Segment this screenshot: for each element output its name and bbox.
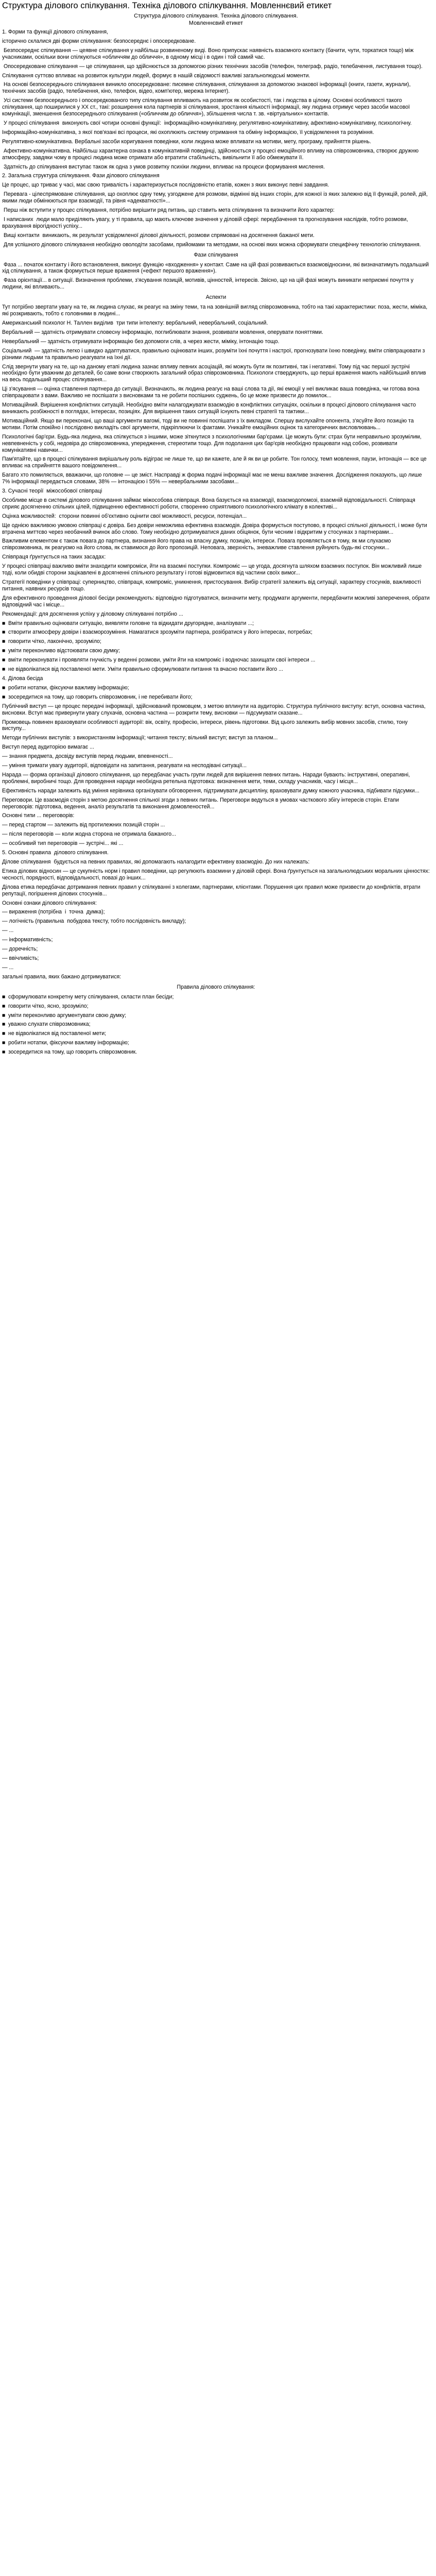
paragraph: 3. Сучасні теорії міжособової співпраці <box>2 488 102 495</box>
paragraph: Мотиваційний. Якщо ви переконані, що ваші аргументи вагомі, тоді ви не повинні поспішати з їх викладом. Спершу вислухайте опонента, з'ясуйте його позицію та мотиви. Потім спокійно і послідовно викладіть свої аргументи, підкріплюючи їх фактами. Уникайте емоційних оцінок та категоричних висловлювань... <box>2 417 415 431</box>
bullet-marker: ■ <box>2 1003 6 1009</box>
paragraph: Невербальний — здатність отримувати інформацію без допомоги слів, а через жести, міміку, інтонацію тощо. <box>2 338 280 345</box>
paragraph: Для успішного ділового спілкування необхідно оволодіти засобами, прийомами та методами, на основі яких можна сформувати специфічну технологію спілкування. <box>2 241 421 248</box>
paragraph: — ... <box>2 927 14 934</box>
bullet-item <box>2 685 430 691</box>
bullet-marker: ■ <box>2 620 6 626</box>
bullet-text: зосередитися на тому, що говорить співрозмовник. <box>8 1049 137 1056</box>
bullet-marker: ■ <box>2 1049 6 1056</box>
paragraph: Усі системи безпосереднього і опосередкованого типу спілкування впливають на розвиток як особистості, так і людства в цілому. Основні особливості такого спілкування, що поширилися у ХХ ст., такі: розширення кола партнерів зі спілкування, зростання кількості інформації, яку людина отримує через засоби масової комунікації, зменшення безпосереднього спілкування («обличчям до обличчя»), збільшення числа т. зв. «віртуальних» контактів. <box>2 97 412 117</box>
paragraph: Стратегії поведінки у співпраці: суперництво, співпраця, компроміс, уникнення, пристосування. Вибір стратегії залежить від ситуації, характеру стосунків, важливості питання, наявних ресурсів тощо. <box>2 579 423 592</box>
bullet-marker: ■ <box>2 993 6 1000</box>
paragraph: Тут потрібно звертати увагу на те, як людина слухає, як реагує на зміну теми, та на зовнішній вигляд співрозмовника, тобто на такі характеристики: поза, жести, міміка, які розкривають, тобто є головними в людині... <box>2 304 429 317</box>
document-body <box>2 29 430 1056</box>
paragraph: Виступ перед аудиторією вимагає ... <box>2 744 94 751</box>
paragraph: Регулятивно-комунікативна. Вербальні засоби коригування поведінки, коли людина може впливати на мотиви, мету, програму, прийняття рішень. <box>2 138 371 145</box>
bullet-marker: ■ <box>2 1012 6 1019</box>
bullet-item <box>2 657 430 664</box>
paragraph: Ефективність наради залежить від уміння керівника організувати обговорення, підтримувати дисципліну, враховувати думку кожного учасника, підбивати підсумки... <box>2 787 420 794</box>
paragraph: На основі безпосереднього спілкування виникло опосередковане: писемне спілкування, спілкування за допомогою знакової інформації (книги, газети, журнали), технічних засобів (радіо, телебачення, кіно, телефон, відео, комп'ютер, мережа Інтернет). <box>2 81 412 95</box>
bullet-text: говорити чітко, ясно, зрозуміло; <box>8 1003 89 1009</box>
bullet-marker: ■ <box>2 629 6 636</box>
bullet-item <box>2 994 430 1001</box>
section-heading: Правила ділового спілкування: <box>177 984 255 990</box>
bullet-text: сформулювати конкретну мету спілкування, скласти план бесіди; <box>8 993 174 1000</box>
bullet-text: не відволікатися від поставленої мети. Уміти правильно сформулювати питання та вчасно поставити його ... <box>8 666 284 673</box>
document-subtitle: Структура ділового спілкування. Техніка ділового спілкування. Мовленнєвий етикет <box>134 13 298 26</box>
bullet-item <box>2 1021 430 1028</box>
paragraph: Ділова етика передбачає дотримання певних правил у спілкуванні з колегами, партнерами, клієнтами. Порушення цих правил може призвести до конфліктів, втрати репутації, погіршення ділових стосунків... <box>2 884 422 897</box>
bullet-marker: ■ <box>2 693 6 700</box>
paragraph: Промовець повинен враховувати особливості аудиторії: вік, освіту, професію, інтереси, рівень підготовки. Від цього залежить вибір мовних засобів, стилю, тону виступу... <box>2 719 409 732</box>
bullet-text: уміти переконливо відстоювати свою думку; <box>8 648 120 654</box>
bullet-item <box>2 1003 430 1010</box>
bullet-text: Вміти правильно оцінювати ситуацію, виявляти головне та відкидати другорядне, аналізувати ...; <box>8 620 254 626</box>
paragraph: Безпосереднє спілкування — цеявне спілкування у найбільш розвиненому виді. Воно припускає наявність взаємного контакту (бачити, чути, торкатися тощо) між учасниками, оскільки вони спілкуються «обличчям до обличчя», в одному місці і в один і той самий час. <box>2 47 415 60</box>
paragraph: Афективно-комунікативна. Найбільш характерна ознака в комунікативній поведінці, здійснюється у процесі емоційного впливу на співрозмовника, створює дружню атмосферу, завдяки чому в процесі людина може отримати або втратити стабільність, вивільнити її або обмежувати її. <box>2 147 420 161</box>
paragraph: Основні типи ... переговорів: <box>2 812 75 819</box>
bullet-text: уміти переконливо аргументувати свою думку; <box>8 1012 127 1019</box>
paragraph: Перевага - цілеспрямоване спілкування, що охоплює одну тему, узгоджене для розмови, відмінні від інших сторін, для кожної із яких залежно від її функцій, ролей, дій, якими люди обмінюються при взаємодії, та рівня «адекватності»... <box>2 191 429 205</box>
paragraph: Перш ніж вступити у процес спілкування, потрібно вирішити ряд питань, що ставить мета спілкування та визначити його характер: <box>2 207 335 214</box>
document-title: Структура ділового спілкування. Техніка ділового спілкування. Мовленнєвий етикет <box>2 1 332 10</box>
paragraph: — інформативність; <box>2 937 53 943</box>
paragraph: Ще однією важливою умовою співпраці є довіра. Без довіри неможлива ефективна взаємодія. Довіра формується поступово, в процесі спільної діяльності, і може бути втрачена миттєво через необачний вчинок або слово. Тому необхідно дотримуватися даних обіцянок, бути чесним і відкритим у стосунках з партнерами... <box>2 522 429 535</box>
paragraph: Здатність до спілкування виступає також як одна з умов розвитку психіки людини, впливає на процеси формування мислення. <box>2 163 325 170</box>
bullet-text: не відволікатися від поставленої мети; <box>8 1030 107 1037</box>
paragraph: Слід звернути увагу на те, що на даному етапі людина зазнає впливу певних асоціацій, які можуть бути як позитивні, так і негативні. Тому під час першої зустрічі необхідно бути уважним до деталей, бо саме вони створюють загальний образ співрозмовника. Психологи стверджують, що перші враження мають найбільший вплив на весь подальший процес спілкування... <box>2 363 428 383</box>
paragraph: 1. Форми та функції ділового спілкування, <box>2 29 109 35</box>
paragraph: Пам'ятайте, що в процесі спілкування вирішальну роль відіграє не лише те, що ви кажете, але й як ви це робите. Тон голосу, темп мовлення, паузи, інтонація — все це впливає на сприйняття вашого повідомлення... <box>2 456 428 469</box>
paragraph: — після переговорів — коли жодна сторона не отримала бажаного... <box>2 831 176 838</box>
bullet-text: створити атмосферу довіри і взаєморозуміння. Намагатися зрозуміти партнера, розібратися у його інтересах, потребах; <box>8 629 312 636</box>
paragraph: І написаних люди мало приділяють увагу, у ті правила, що мають ключове значення у діловій сфері: передбачення та прогнозування наслідків, тобто розмови, врахування вірогідності успіху... <box>2 216 410 229</box>
bullet-item <box>2 694 430 701</box>
paragraph: У процесі спілкування виконують свої чотири основні функції: інформаційно-комунікативну, регулятивно-комунікативну, афективно-комунікативну, психологічну. <box>2 120 412 126</box>
paragraph: Фаза орієнтації... в ситуації. Визначення проблеми, з'ясування позицій, мотивів, цінностей, інтересів. Звісно, що на цій фазі можуть виникати неприємні почуття у людини, які впливають... <box>2 277 415 291</box>
paragraph: Переговори. Це взаємодія сторін з метою досягнення спільної згоди з певних питань. Переговори ведуться в умовах часткового збігу інтересів сторін. Етапи переговорів: підготовка, ведення, аналіз результатів та виконання домовленостей... <box>2 796 400 810</box>
paragraph: 4. Ділова бесіда <box>2 675 43 682</box>
bullet-item <box>2 648 430 654</box>
bullet-marker: ■ <box>2 1021 6 1028</box>
paragraph: — уміння тримати увагу аудиторії, відповідати на запитання, реагувати на несподівані ситуації... <box>2 762 247 769</box>
paragraph: — вираження (потрібна і точна думка); <box>2 909 105 916</box>
bullet-item <box>2 1049 430 1056</box>
paragraph: історично склалися дві форми спілкування: безпосереднє і опосередковане. <box>2 38 196 44</box>
paragraph: Для ефективного проведення ділової бесіди рекомендують: відповідно підготуватися, визначити мету, продумати аргументи, передбачити можливі заперечення, обрати відповідний час і місце... <box>2 595 431 608</box>
paragraph: — особливий тип переговорів — зустрічі... які ... <box>2 840 124 847</box>
bullet-marker: ■ <box>2 1040 6 1046</box>
bullet-marker: ■ <box>2 1030 6 1037</box>
paragraph: Вищі контакти виникають, як результат усвідомленої ділової діяльності, розмови спрямовані на досягнення бажаної мети. <box>2 232 315 239</box>
bullet-text: уважно слухати співрозмовника; <box>8 1021 91 1028</box>
paragraph: Вербальний — здатність отримувати словесну інформацію, поглиблювати знання, розвивати мовлення, оперувати поняттями. <box>2 329 323 335</box>
bullet-text: зосередитися на тому, що говорить співрозмовник, і не перебивати його; <box>8 693 193 700</box>
paragraph: Оцінка можливостей: сторони повинні об'єктивно оцінити свої можливості, ресурси, потенціал... <box>2 513 247 519</box>
paragraph: Основні ознаки ділового спілкування: <box>2 900 97 906</box>
paragraph: Ділове спілкування будується на певних правилах, які допомагають налагодити ефективну взаємодію. До них належать: <box>2 859 310 865</box>
paragraph: Етика ділових відносин — це сукупність норм і правил поведінки, що регулюють взаємини у діловій сфері. Вона ґрунтується на загальнолюдських моральних цінностях: чесності, порядності, відповідальності, повазі до інших... <box>2 868 431 881</box>
paragraph: Публічний виступ — це процес передачі інформації, здійснюваний промовцем, з метою вплинути на аудиторію. Структура публічного виступу: вступ, основна частина, висновки. Вступ має привернути увагу слухачів, основна частина — розкрити тему, висновки — підсумувати сказане... <box>2 703 427 716</box>
paragraph: У процесі співпраці важливо вміти знаходити компроміси, йти на взаємні поступки. Компроміс — це угода, досягнута шляхом взаємних поступок. Він можливий лише тоді, коли обидві сторони зацікавлені в досягненні спільного результату і готові відмовитися від частини своїх вимог... <box>2 563 424 577</box>
paragraph: Рекомендації: для досягнення успіху у діловому спілкуванні потрібно ... <box>2 611 183 617</box>
bullet-item <box>2 638 430 645</box>
section-heading: Фази спілкування <box>194 251 238 258</box>
paragraph: 2. Загальна структура спілкування. Фази ділового спілкування <box>2 173 160 179</box>
paragraph: Фаза ... початок контакту і його встановлення, виконує функцію «входження» у контакт. Саме на цій фазі розвиваються взаємовідносини, які визначатимуть подальший хід спілкування, а також формується перше враження («ефект першого враження»). <box>2 261 431 275</box>
bullet-marker: ■ <box>2 666 6 673</box>
bullet-text: робити нотатки, фіксуючи важливу інформацію; <box>8 1040 129 1046</box>
paragraph: — ввічливість; <box>2 955 39 961</box>
section-heading: Аспекти <box>205 294 226 301</box>
bullet-marker: ■ <box>2 657 6 664</box>
paragraph: — перед стартом — залежить від протилежних позицій сторін ... <box>2 822 165 828</box>
paragraph: Соціальний — здатність легко і швидко адаптуватися, правильно оцінювати інших, розуміти їхні почуття і настрої, прогнозувати їхню поведінку, вміти співпрацювати з різними людьми та правильно реагувати на їхні дії. <box>2 347 427 361</box>
bullet-item <box>2 1012 430 1019</box>
bullet-marker: ■ <box>2 684 6 691</box>
bullet-marker: ■ <box>2 648 6 654</box>
bullet-item <box>2 1040 430 1046</box>
paragraph: Опосередковане спілкування — це спілкування, що здійснюється за допомогою різних технічних засобів (телефон, телеграф, радіо, телебачення, листування тощо). <box>2 63 423 70</box>
bullet-item <box>2 1030 430 1037</box>
paragraph: загальні правила, яких бажано дотримуватися: <box>2 973 121 980</box>
paragraph: Багато хто помиляється, вважаючи, що головне — це зміст. Насправді ж форма подачі інформації має не менш важливе значення. Дослідження показують, що лише 7% інформації передається словами, 38% — інтонацією і 55% — невербальними засобами... <box>2 472 424 485</box>
paragraph: 5. Основні правила ділового спілкування. <box>2 850 109 856</box>
paragraph: Це процес, що триває у часі, має свою тривалість і характеризується послідовністю етапів, кожен з яких виконує певні завдання. <box>2 182 329 189</box>
paragraph: Інформаційно-комунікативна, з якої пов'язані всі процеси, які охоплюють систему отримання та обміну інформацією, її усвідомлення та розуміння. <box>2 129 374 135</box>
paragraph: Американський психолог Н. Таллен виділив три типи інтелекту: вербальний, невербальний, соціальний. <box>2 320 268 326</box>
paragraph: Особливе місце в системі ділового спілкування займає міжособова співпраця. Вона базується на взаємодії, взаємодопомозі, взаємній відповідальності. Співпраця сприяє досягненню спільних цілей, підвищенню ефективності роботи, створенню сприятливого психологічного клімату в колективі... <box>2 497 417 510</box>
paragraph: Важливим елементом є також повага до партнера, визнання його права на власну думку, позицію, інтереси. Повага проявляється в тому, як ми слухаємо співрозмовника, як реагуємо на його слова, як ставимося до його пропозицій. Неповага, зверхність, зневажливе ставлення руйнують будь-які стосунки... <box>2 538 393 551</box>
bullet-item <box>2 666 430 673</box>
paragraph: Співпраця ґрунтується на таких засадах: <box>2 554 106 561</box>
paragraph: Мотиваційний. Вирішення конфліктних ситуацій. Необхідно вміти налагоджувати взаємодію в конфліктних ситуаціях, оскільки в процесі ділового спілкування часто виникають розбіжності в поглядах, інтересах, позиціях. Для вирішення таких ситуацій існують певні стратегії та тактики... <box>2 402 417 415</box>
paragraph: Методи публічних виступів: з використанням інформації; читання тексту; вільний виступ; виступ за планом... <box>2 735 278 741</box>
paragraph: — логічність (правильна побудова тексту, тобто послідовність викладу); <box>2 918 186 925</box>
bullet-text: вміти переконувати і проявляти гнучкість у веденні розмови, уміти йти на компроміс і водночас захищати свої інтереси ... <box>8 657 316 664</box>
bullet-text: робити нотатки, фіксуючи важливу інформацію; <box>8 684 129 691</box>
bullet-text: говорити чітко, лаконічно, зрозуміло; <box>8 638 101 645</box>
bullet-item <box>2 629 430 636</box>
bullet-item <box>2 620 430 627</box>
paragraph: — доречність; <box>2 946 38 953</box>
paragraph: Нарада — форма організації ділового спілкування, що передбачає участь групи людей для вирішення певних питань. Наради бувають: інструктивні, оперативні, проблемні, виробничі тощо. Для проведення наради необхідна ретельна підготовка: визначення мети, теми, складу учасників, часу і місця... <box>2 771 412 785</box>
paragraph: Ці з'ясування — оцінка ставлення партнера до ситуації. Визначають, як людина реагує на ваші слова та дії, які емоції у неї викликає ваша поведінка, чи готова вона співпрацювати з вами. Важливо не поспішати з висновками та не робити поспішних суджень, бо це може призвести до помилок... <box>2 386 421 399</box>
paragraph: — ... <box>2 964 14 971</box>
document-page <box>0 0 432 1074</box>
bullet-marker: ■ <box>2 638 6 645</box>
paragraph: — знання предмета, досвіду виступів перед людьми, впевненості... <box>2 753 173 760</box>
paragraph: Спілкування суттєво впливає на розвиток культури людей, формує в нашій свідомості важливі загальнолюдські моменти. <box>2 72 310 79</box>
paragraph: Психологічні бар'єри. Будь-яка людина, яка спілкується з іншими, може зіткнутися з психологічними бар'єрами. Це можуть бути: страх бути неправильно зрозумілим, невпевненість у собі, недовіра до співрозмовника, упередження, стереотипи тощо. Для подолання цих бар'єрів необхідно працювати над собою, розвивати комунікативні навички... <box>2 433 423 453</box>
